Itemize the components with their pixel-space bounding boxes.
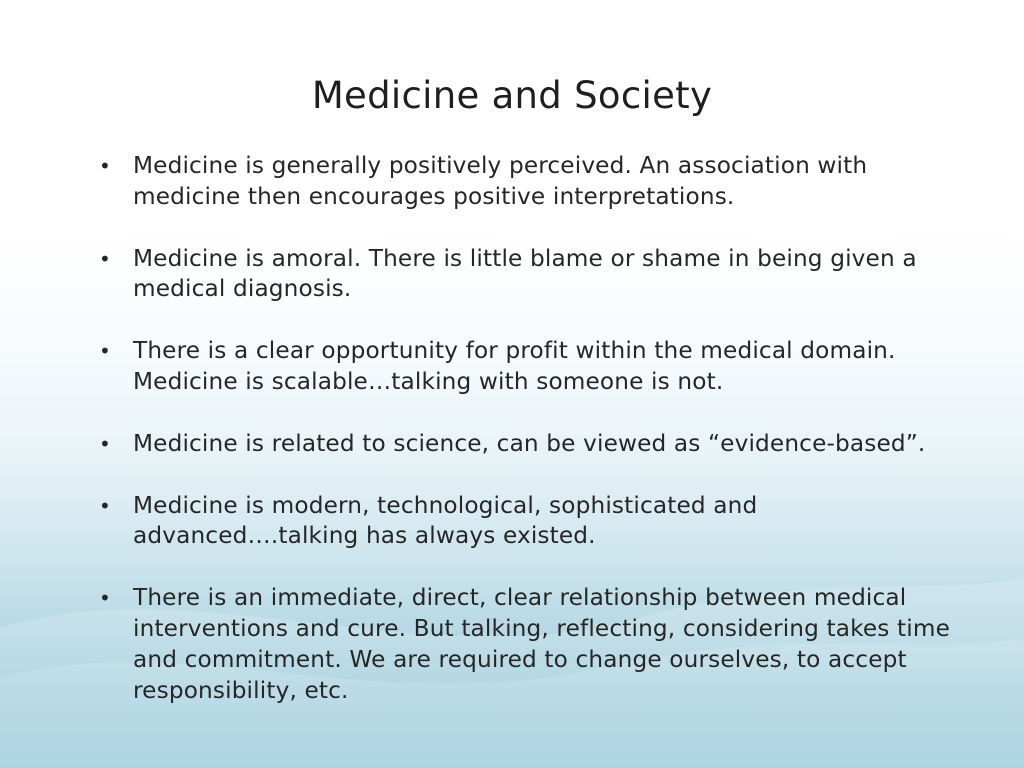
bullet-text: Medicine is amoral. There is little blame or shame in being given a medical diagnosis. (133, 244, 917, 303)
bullet-item-5 (96, 491, 956, 553)
bullet-text: Medicine is modern, technological, sophisticated and advanced….talking has always existed. (133, 491, 758, 550)
bullet-text: Medicine is related to science, can be viewed as “evidence-based”. (133, 429, 926, 457)
bullet-item-4 (96, 429, 956, 460)
bullet-item-3 (96, 336, 956, 398)
bullet-text: There is an immediate, direct, clear relationship between medical interventions and cure. But talking, reflecting, considering takes time and commitment. We are required to change ourselves, to accept responsibility, etc. (133, 584, 951, 704)
bullet-item-6 (96, 583, 956, 706)
bullet-dot-icon: • (99, 493, 111, 518)
bullet-item-2 (96, 244, 956, 306)
bullet-text: There is a clear opportunity for profit within the medical domain. Medicine is scalable…talking with someone is not. (133, 337, 896, 395)
bullet-item-1 (96, 151, 956, 213)
bullet-dot-icon: • (99, 246, 111, 271)
bullet-dot-icon: • (99, 586, 111, 611)
slide-title: Medicine and Society (311, 74, 713, 117)
bullet-list (96, 151, 956, 737)
bullet-dot-icon: • (99, 339, 111, 364)
bullet-dot-icon: • (99, 154, 111, 178)
bullet-text: Medicine is generally positively perceived. An association with medicine then encourages positive interpretations. (133, 152, 868, 210)
bullet-dot-icon: • (99, 431, 111, 456)
